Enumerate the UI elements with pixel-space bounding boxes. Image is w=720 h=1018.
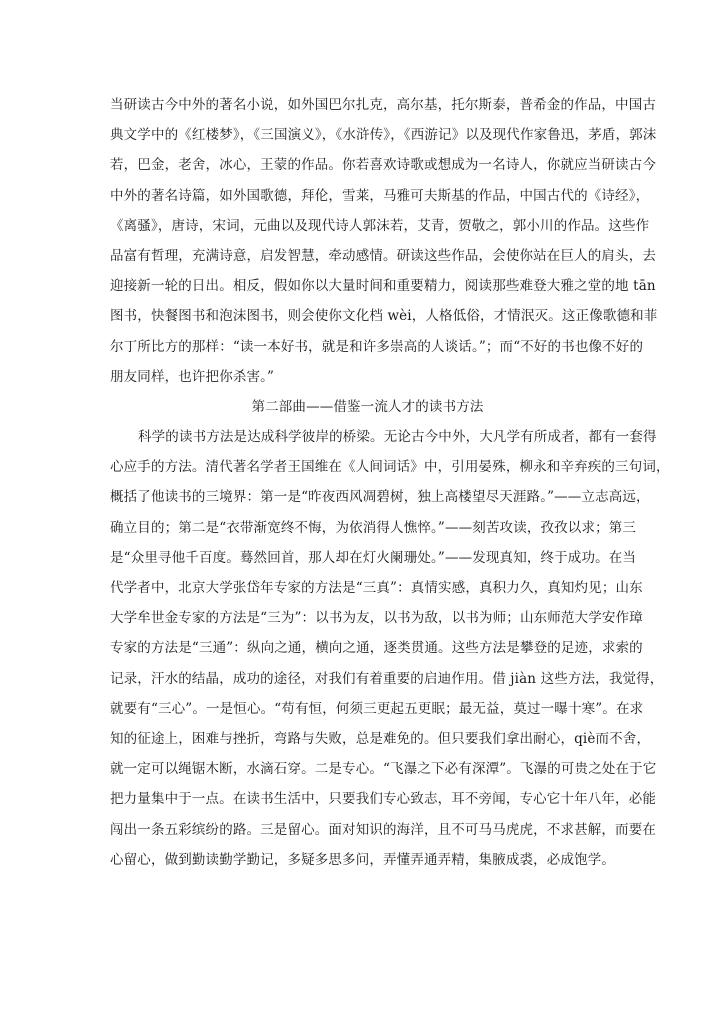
text-line: 科学的读书方法是达成科学彼岸的桥梁。无论古今中外，大凡学有所成者，都有一套得 (138, 429, 657, 446)
text-line: 大学牟世金专家的方法是“三为”：以书为友，以书为敌，以书为师；山东师范大学安作璋 (110, 610, 643, 627)
text-line: 《离骚》，唐诗，宋词，元曲以及现代诗人郭沫若，艾青，贺敬之，郭小川的作品。这些作 (110, 217, 650, 234)
text-line: 心应手的方法。清代著名学者王国维在《人间词话》中，引用晏殊，柳永和辛弃疾的三句词， (110, 459, 670, 476)
text-line: 概括了他读书的三境界：第一是“昨夜西风凋碧树，独上高楼望尽天涯路。”——立志高远， (110, 489, 650, 506)
text-line: 心留心，做到勤读勤学勤记，多疑多思多问，弄懂弄通弄精，集腋成裘，必成饱学。 (110, 851, 616, 868)
text-line: 记录，汗水的结晶，成功的途径，对我们有着重要的启迪作用。借 jiàn 这些方法，我觉得， (110, 670, 664, 687)
document-page (110, 90, 670, 875)
text-line: 当研读古今中外的著名小说，如外国巴尔扎克，高尔基，托尔斯泰，普希金的作品，中国古 (110, 97, 656, 113)
text-line: 朋友同样，也许把你杀害。” (110, 368, 275, 385)
text-line: 就要有“三心”。一是恒心。“苟有恒，何须三更起五更眠；最无益，莫过一曝十寒”。在求 (110, 700, 644, 717)
text-line: 确立目的；第二是“衣带渐宽终不悔，为依消得人憔悴。”——刻苦攻读，孜孜以求；第三 (110, 519, 637, 536)
text-line: 闯出一条五彩缤纷的路。三是留心。面对知识的海洋，且不可马马虎虎，不求甚解，而要在 (110, 821, 656, 838)
text-line: 图书，快餐图书和泡沫图书，则会使你文化档 wèi，人格低俗，才情泯灭。这正像歌德和菲 (110, 308, 658, 325)
text-line: 知的征途上，困难与挫折，弯路与失败，总是难免的。但只要我们拿出耐心，qiè而不舍， (110, 730, 651, 747)
text-line: 中外的著名诗篇，如外国歌德，拜伦，雪莱，马雅可夫斯基的作品，中国古代的《诗经》， (110, 187, 650, 204)
text-line: 典文学中的《红楼梦》，《三国演义》，《水浒传》，《西游记》以及现代作家鲁迅，茅盾，郭沫 (110, 127, 657, 144)
text-line: 把力量集中于一点。在读书生活中，只要我们专心致志，耳不旁闻，专心它十年八年，必能 (110, 791, 656, 808)
text-line: 是“众里寻他千百度。蓦然回首，那人却在灯火阑珊处。”——发现真知，终于成功。在当 (110, 549, 637, 566)
section-heading: 第二部曲——借鉴一流人才的读书方法 (251, 398, 484, 415)
text-line: 品富有哲理，充满诗意，启发智慧，牵动感情。研读这些作品，会使你站在巨人的肩头，去 (110, 247, 656, 264)
text-line: 迎接新一轮的日出。相反，假如你以大量时间和重要精力，阅读那些难登大雅之堂的地 tān (110, 278, 656, 295)
text-line: 若，巴金，老舍，冰心，王蒙的作品。你若喜欢诗歌或想成为一名诗人，你就应当研读古今 (110, 157, 656, 174)
text-line: 尔丁所比方的那样：“读一本好书，就是和许多崇高的人谈话。”；而“不好的书也像不好的 (110, 338, 644, 355)
paragraph-2 (110, 422, 670, 875)
text-line: 就一定可以绳锯木断，水滴石穿。二是专心。“飞瀑之下必有深潭”。飞瀑的可贵之处在于它 (110, 761, 657, 778)
paragraph-1 (110, 90, 658, 392)
text-line: 专家的方法是“三通”：纵向之通，横向之通，逐类贯通。这些方法是攀登的足迹，求索的 (110, 640, 643, 657)
text-line: 代学者中，北京大学张岱年专家的方法是“三真”：真情实感，真积力久，真知灼见；山东 (110, 580, 643, 596)
